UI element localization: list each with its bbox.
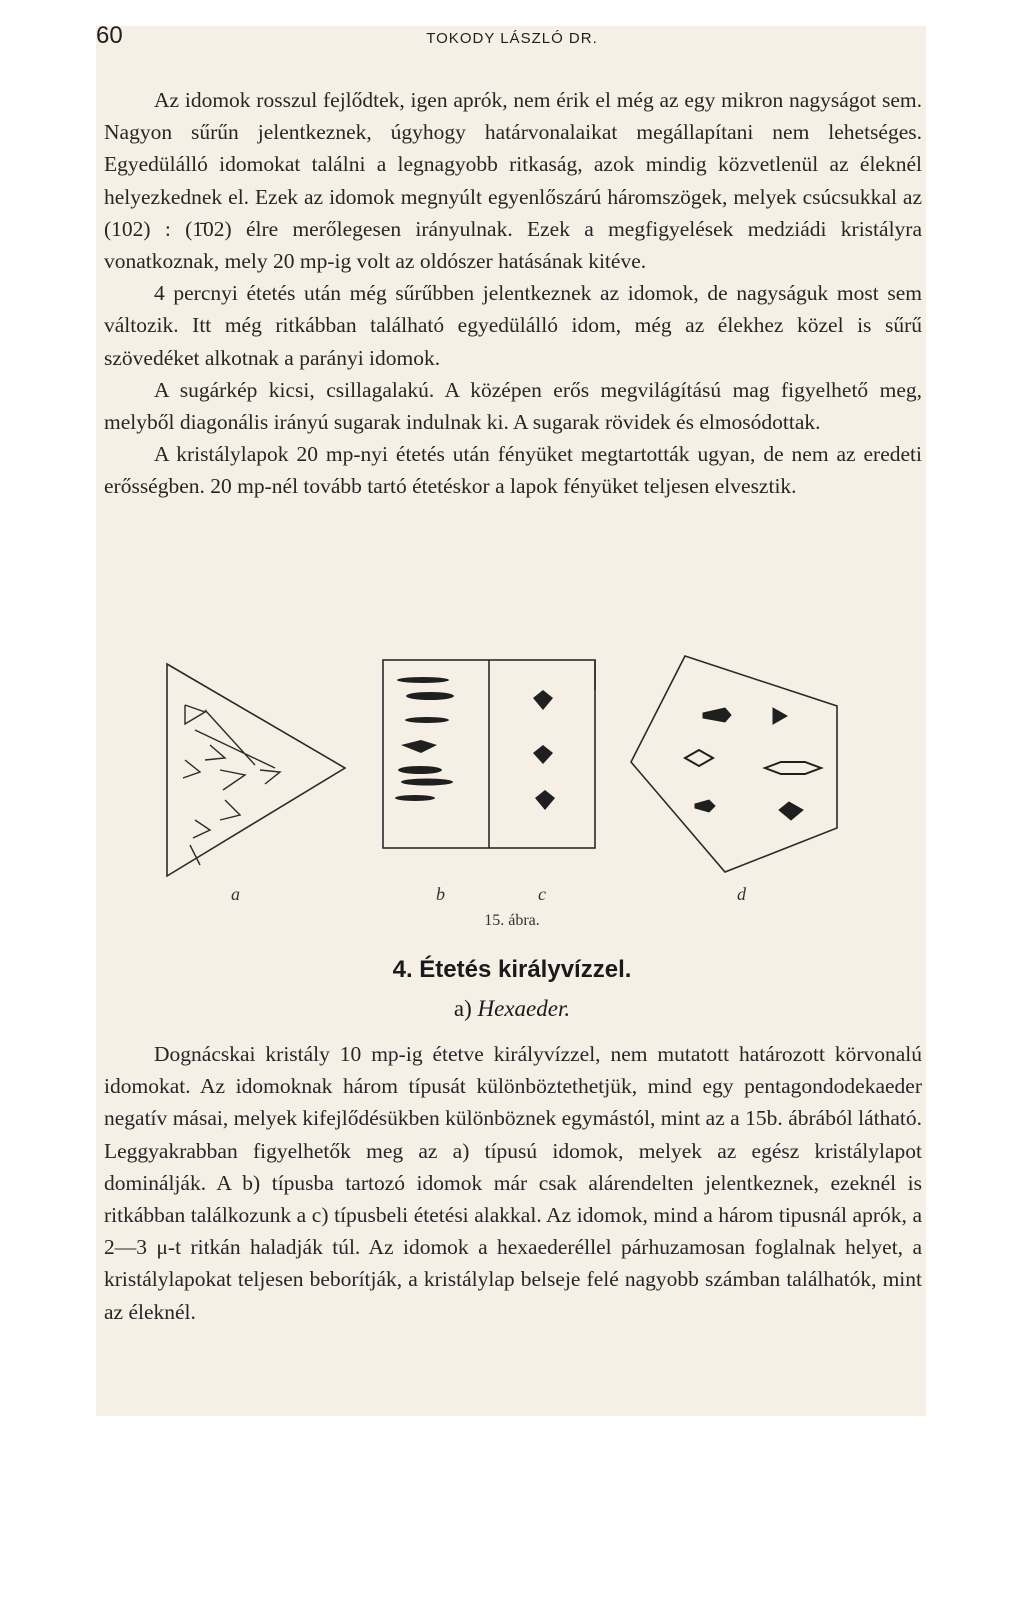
section-heading: 4. Étetés királyvízzel. xyxy=(392,956,632,983)
body-text-bottom xyxy=(104,1038,922,1328)
running-head: TOKODY LÁSZLÓ DR. xyxy=(426,30,598,47)
page-number: 60 xyxy=(96,22,123,49)
paragraph: A sugárkép kicsi, csillagalakú. A középen erős megvilágítású mag figyelhető meg, melyből diagonális irányú sugarak indulnak ki. A sugarak rövidek és elmosódottak. xyxy=(104,377,922,435)
figure-b-marks xyxy=(395,677,454,801)
figure-caption: 15. ábra. xyxy=(484,912,540,929)
paragraph: Dognácskai kristály 10 mp-ig étetve királyvízzel, nem mutatott határozott körvonalú idomokat. Az idomoknak három típusát különböztethetjük, mind egy pentagondodekaeder negatív másai, melyek kifejlődésükben különböznek egymástól, mint az a 15b. ábrából látható. Leggyakrabban figyelhetők meg az a) típusú idomok, melyek az egész kristálylapot dominálják. A b) típusba tartozó idomok már csak alárendelten jelentkeznek, ezeknél is ritkábban találkozunk a c) típusbeli étetési alakkal. Az idomok, mind a három tipusnál aprók, a 2—3 μ-t ritkán haladják túl. Az idomok a hexaederéllel párhuzamosan foglalnak helyet, a kristálylapokat teljesen beborítják, a kristálylap belseje felé nagyobb számban találhatók, mint az éleknél. xyxy=(104,1042,922,1324)
figure-d-marks xyxy=(685,708,821,820)
figure-b-c-box xyxy=(383,660,595,848)
figure-c-marks xyxy=(533,690,555,810)
figure-15 xyxy=(165,650,865,890)
paragraph: Az idomok rosszul fejlődtek, igen aprók, nem érik el még az egy mikron nagyságot sem. Nagyon sűrűn jelentkeznek, úgyhogy határvonalaikat megállapítani nem lehetséges. Egyedülálló idomokat találni a legnagyobb ritkaság, azok mindig közvetlenül az éleknél helyezkednek el. Ezek az idomok megnyúlt egyenlőszárú háromszögek, melyek csúcsukkal az (102) : (1̄02) élre merőlegesen irányulnak. Ezek a megfigyelések medziádi kristályra vonatkoznak, mely 20 mp-ig volt az oldószer hatásának kitéve. xyxy=(104,88,922,274)
sub-heading-prefix: a) xyxy=(453,996,478,1021)
figure-label-a: a xyxy=(231,884,240,904)
sub-heading xyxy=(0,996,1024,1022)
figure-label-d: d xyxy=(737,884,746,904)
figure-d-pentagon xyxy=(631,656,837,872)
paragraph: A kristálylapok 20 mp-nyi étetés után fényüket megtartották ugyan, de nem az eredeti erősségben. 20 mp-nél tovább tartó étetéskor a lapok fényüket teljesen elvesztik. xyxy=(104,442,922,499)
figure-label-c: c xyxy=(538,884,546,904)
figure-a-triangle xyxy=(167,664,345,876)
figure-label-b: b xyxy=(436,884,445,904)
sub-heading-title: Hexaeder. xyxy=(477,996,571,1021)
paragraph: 4 percnyi étetés után még sűrűbben jelentkeznek az idomok, de nagyságuk most sem változik. Itt még ritkábban található egyedülálló idom, még az élekhez közel is sűrű szövedéket alkotnak a parányi idomok. xyxy=(104,281,922,370)
body-text-top xyxy=(104,84,922,503)
